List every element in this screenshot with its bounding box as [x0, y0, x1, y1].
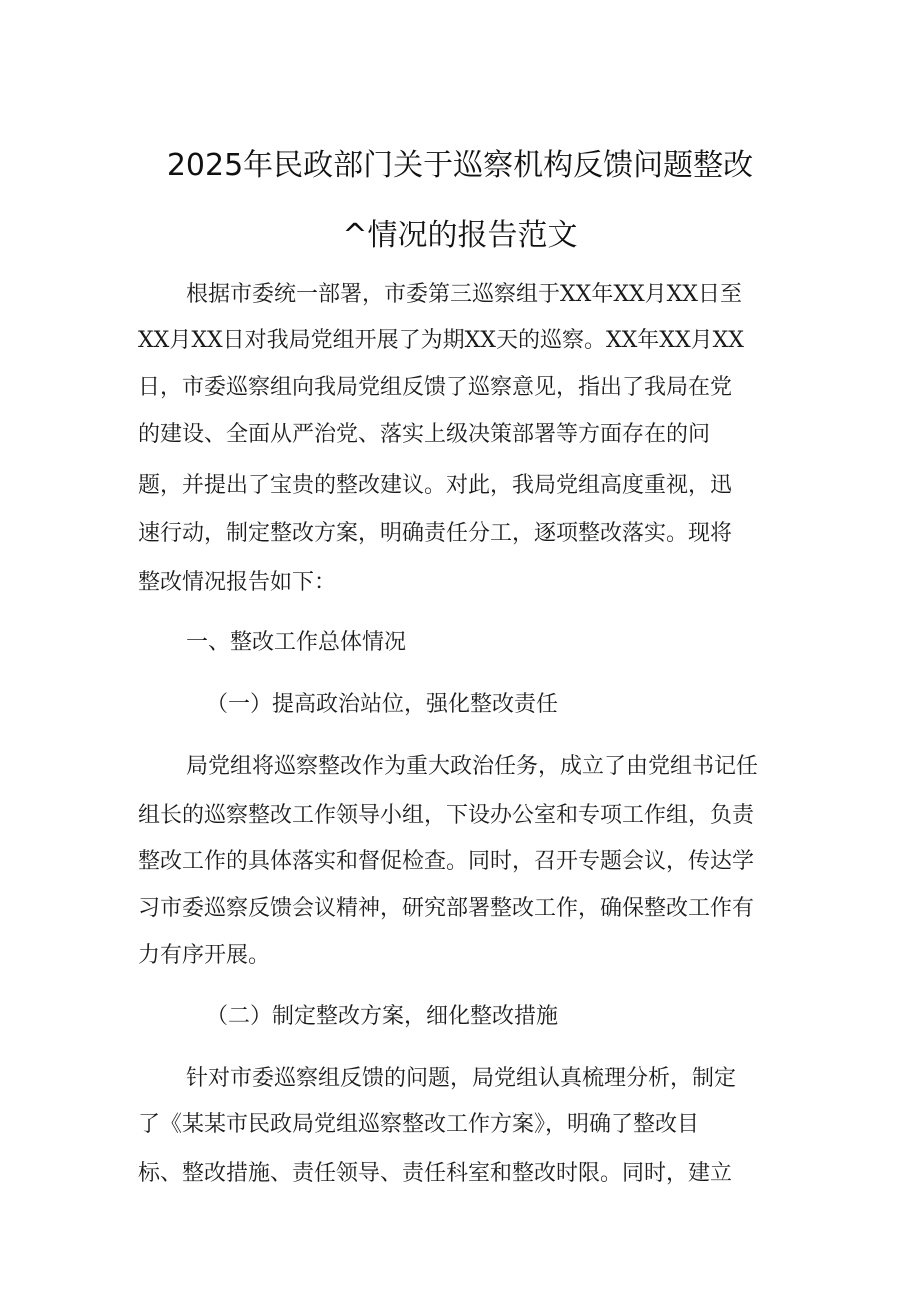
- paragraph-3-line-2: 了《某某市民政局党组巡察整改工作方案》，明确了整改目: [138, 1112, 700, 1137]
- paragraph-1-line-4: 的建设、全面从严治党、落实上级决策部署等方面存在的问: [138, 422, 711, 447]
- paragraph-2-line-1: 局党组将巡察整改作为重大政治任务，成立了由党组书记任: [186, 754, 759, 779]
- paragraph-1-line-1: 根据市委统一部署，市委第三巡察组于XX年XX月XX日至: [186, 282, 742, 307]
- document-title-line-2: ^情况的报告范文: [342, 218, 578, 253]
- document-title-line-1: 2025年民政部门关于巡察机构反馈问题整改: [166, 148, 754, 183]
- subsection-heading-2: （二）制定整改方案，细化整改措施: [206, 1004, 559, 1029]
- paragraph-2-line-2: 组长的巡察整改工作领导小组，下设办公室和专项工作组，负责: [138, 803, 755, 828]
- paragraph-3-line-1: 针对市委巡察组反馈的问题，局党组认真梳理分析，制定: [186, 1066, 737, 1091]
- subsection-heading-1: （一）提高政治站位，强化整改责任: [206, 692, 559, 717]
- section-heading-1: 一、整改工作总体情况: [186, 630, 407, 655]
- paragraph-1-line-6: 速行动，制定整改方案，明确责任分工，逐项整改落实。现将: [138, 521, 733, 546]
- paragraph-3-line-3: 标、整改措施、责任领导、责任科室和整改时限。同时，建立: [138, 1161, 733, 1186]
- paragraph-1-line-5: 题，并提出了宝贵的整改建议。对此，我局党组高度重视，迅: [138, 473, 733, 498]
- paragraph-1-line-3: 日，市委巡察组向我局党组反馈了巡察意见，指出了我局在党: [138, 375, 733, 400]
- paragraph-1-line-2: XX月XX日对我局党组开展了为期XX天的巡察。XX年XX月XX: [138, 328, 744, 353]
- paragraph-2-line-4: 习市委巡察反馈会议精神，研究部署整改工作，确保整改工作有: [138, 896, 755, 921]
- paragraph-2-line-3: 整改工作的具体落实和督促检查。同时，召开专题会议，传达学: [138, 849, 755, 874]
- paragraph-1-line-7: 整改情况报告如下：: [138, 570, 337, 595]
- paragraph-2-line-5: 力有序开展。: [138, 943, 271, 968]
